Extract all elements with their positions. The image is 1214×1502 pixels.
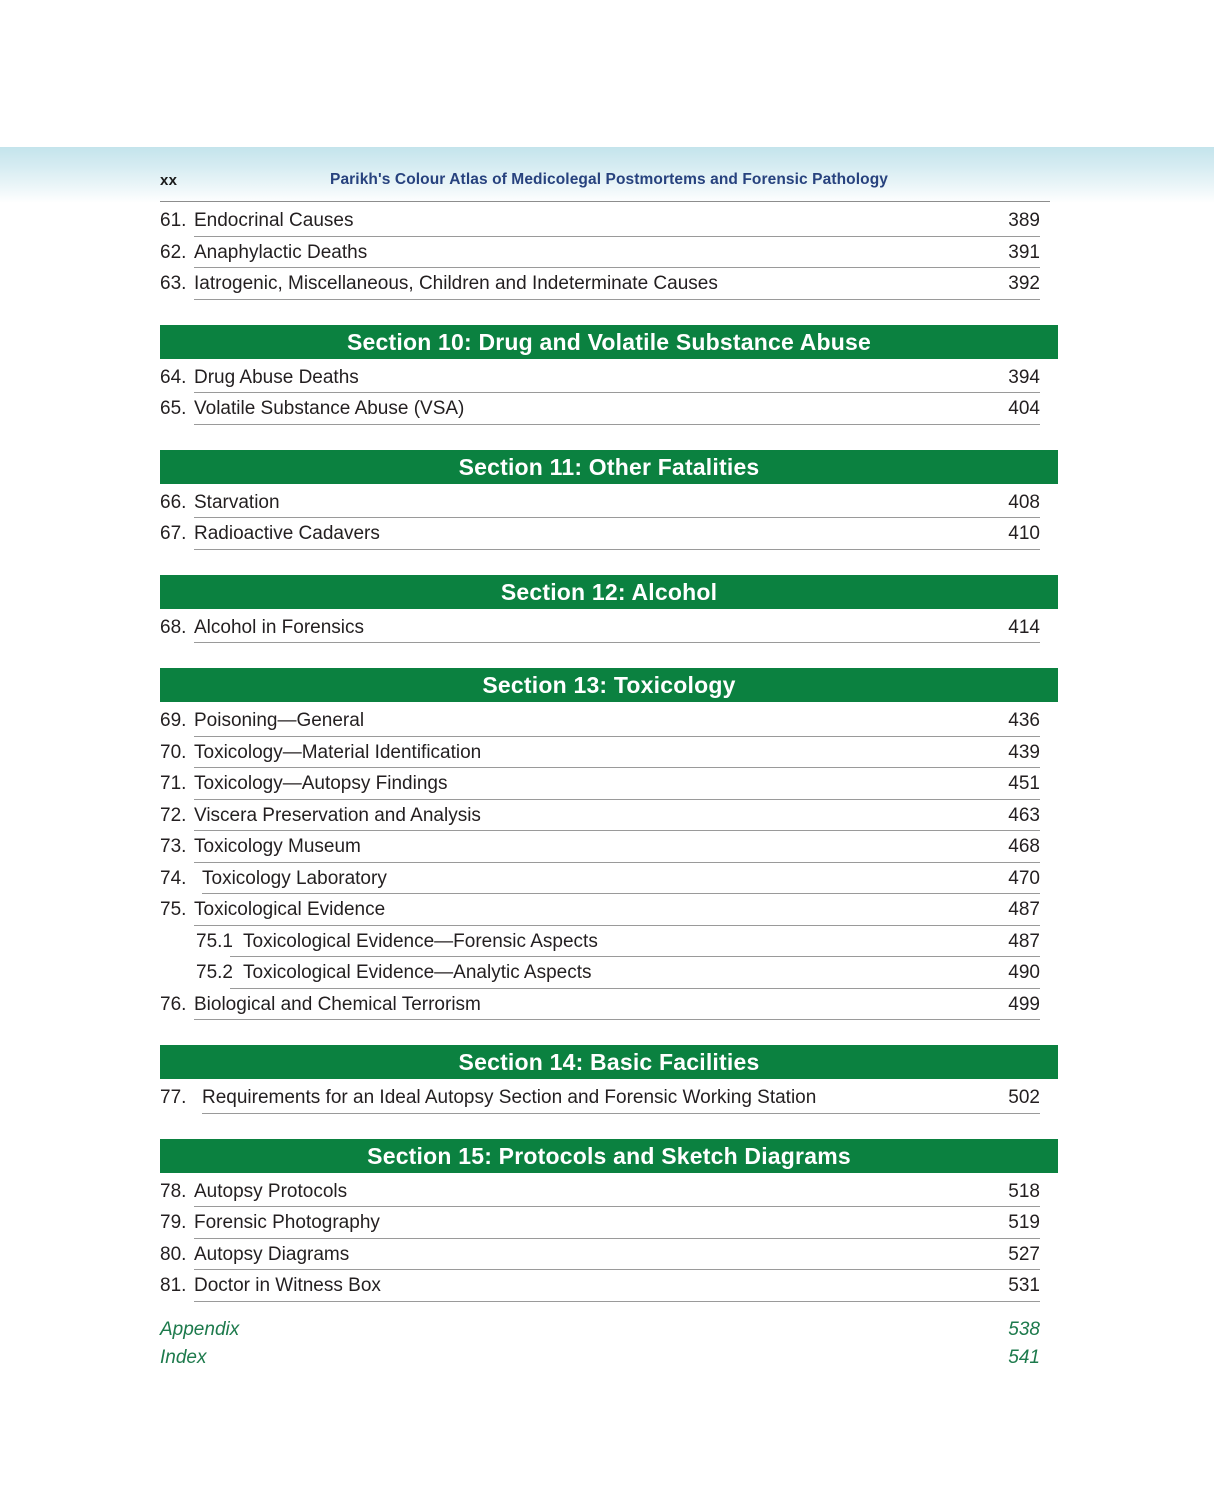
toc-entry-page-number: 410 bbox=[1008, 523, 1040, 544]
toc-entry-number: 66. bbox=[160, 491, 187, 513]
toc-entry[interactable] bbox=[160, 365, 1040, 397]
toc-entry-label: Toxicological Evidence—Analytic Aspects bbox=[243, 962, 592, 983]
toc-entry-page-number: 436 bbox=[1008, 710, 1040, 731]
toc-entry-label: Toxicology Laboratory bbox=[202, 867, 387, 889]
toc-entry-label: Biological and Chemical Terrorism bbox=[194, 993, 481, 1015]
toc-entry-number: 75. bbox=[160, 899, 187, 920]
toc-entry-leader-rule bbox=[194, 1269, 1040, 1270]
toc-entry-number: 75.1 bbox=[196, 930, 233, 952]
toc-entry-page-number: 468 bbox=[1008, 836, 1040, 857]
toc-entry-label: Volatile Substance Abuse (VSA) bbox=[194, 398, 465, 419]
book-running-title: Parikh's Colour Atlas of Medicolegal Postmortems and Forensic Pathology bbox=[330, 171, 888, 188]
toc-entry-number: 63. bbox=[160, 273, 187, 294]
toc-entry-page-number: 518 bbox=[1008, 1180, 1040, 1202]
toc-entry[interactable] bbox=[160, 240, 1040, 272]
toc-entry-leader-rule bbox=[194, 862, 1040, 863]
toc-entry-leader-rule bbox=[194, 830, 1040, 831]
toc-entry[interactable] bbox=[160, 866, 1040, 898]
toc-entry-leader-rule bbox=[194, 299, 1040, 300]
toc-entry-number: 61. bbox=[160, 210, 187, 231]
toc-backmatter-page-number: 541 bbox=[1008, 1346, 1040, 1368]
toc-entry-page-number: 394 bbox=[1008, 366, 1040, 388]
section-header-band: Section 14: Basic Facilities bbox=[160, 1045, 1058, 1079]
toc-entry[interactable] bbox=[160, 834, 1040, 866]
section-header-band: Section 12: Alcohol bbox=[160, 575, 1058, 609]
toc-entry-label: Anaphylactic Deaths bbox=[194, 241, 368, 263]
toc-entry-leader-rule bbox=[194, 424, 1040, 425]
toc-entry-label: Forensic Photography bbox=[194, 1212, 380, 1233]
toc-backmatter-label: Appendix bbox=[160, 1318, 240, 1340]
toc-content bbox=[160, 168, 1058, 1375]
section-entry-group bbox=[160, 490, 1058, 553]
toc-entry-leader-rule bbox=[194, 1238, 1040, 1239]
toc-entry-page-number: 490 bbox=[1008, 962, 1040, 983]
toc-entry-number: 71. bbox=[160, 773, 187, 794]
toc-entry[interactable] bbox=[160, 740, 1040, 772]
running-header bbox=[160, 168, 1058, 200]
toc-entry-label: Viscera Preservation and Analysis bbox=[194, 804, 481, 826]
toc-entry-label: Poisoning—General bbox=[194, 710, 365, 731]
toc-entry[interactable] bbox=[160, 1085, 1040, 1117]
toc-entry[interactable] bbox=[160, 1210, 1040, 1242]
toc-entry-number: 62. bbox=[160, 241, 187, 263]
toc-entry-leader-rule bbox=[194, 392, 1040, 393]
toc-entry-number: 70. bbox=[160, 741, 187, 763]
toc-backmatter-entry[interactable] bbox=[160, 1347, 1040, 1375]
toc-entry-page-number: 392 bbox=[1008, 273, 1040, 294]
toc-entry-leader-rule bbox=[194, 736, 1040, 737]
toc-entry-leader-rule bbox=[194, 236, 1040, 237]
toc-entry[interactable] bbox=[160, 521, 1040, 553]
toc-entry-leader-rule bbox=[202, 1113, 1040, 1114]
toc-entry-page-number: 439 bbox=[1008, 741, 1040, 763]
toc-entry-number: 79. bbox=[160, 1212, 187, 1233]
toc-entry-page-number: 499 bbox=[1008, 993, 1040, 1015]
toc-entry-label: Requirements for an Ideal Autopsy Section and Forensic Working Station bbox=[202, 1087, 817, 1108]
toc-entry-page-number: 404 bbox=[1008, 398, 1040, 419]
toc-entry-leader-rule bbox=[194, 925, 1040, 926]
toc-entry-page-number: 451 bbox=[1008, 773, 1040, 794]
toc-entry-number: 80. bbox=[160, 1243, 187, 1265]
toc-sections bbox=[160, 325, 1058, 1305]
section-entry-group bbox=[160, 365, 1058, 428]
toc-entry[interactable] bbox=[160, 803, 1040, 835]
toc-entry-page-number: 408 bbox=[1008, 491, 1040, 513]
toc-entry[interactable] bbox=[160, 615, 1040, 647]
page-folio-number: xx bbox=[160, 172, 178, 189]
toc-entry-page-number: 487 bbox=[1008, 899, 1040, 920]
toc-entry-number: 65. bbox=[160, 398, 187, 419]
toc-entry-label: Drug Abuse Deaths bbox=[194, 366, 359, 388]
toc-entry-page-number: 470 bbox=[1008, 867, 1040, 889]
toc-entry[interactable] bbox=[160, 1179, 1040, 1211]
toc-entry[interactable] bbox=[160, 490, 1040, 522]
toc-entry-number: 69. bbox=[160, 710, 187, 731]
toc-entry[interactable] bbox=[160, 708, 1040, 740]
toc-entry-number: 68. bbox=[160, 616, 187, 638]
section-header-band: Section 11: Other Fatalities bbox=[160, 450, 1058, 484]
toc-entry-number: 77. bbox=[160, 1087, 187, 1108]
toc-entry[interactable] bbox=[160, 1273, 1040, 1305]
toc-entry[interactable] bbox=[160, 992, 1040, 1024]
toc-entry-label: Toxicological Evidence—Forensic Aspects bbox=[243, 930, 598, 952]
toc-entry-number: 64. bbox=[160, 366, 187, 388]
header-divider-rule bbox=[160, 201, 1050, 202]
toc-entry-leader-rule bbox=[230, 988, 1040, 989]
toc-entry-page-number: 527 bbox=[1008, 1243, 1040, 1265]
toc-entry[interactable] bbox=[160, 1242, 1040, 1274]
toc-entry-page-number: 531 bbox=[1008, 1275, 1040, 1296]
toc-entry-label: Toxicological Evidence bbox=[194, 899, 386, 920]
toc-entry-label: Radioactive Cadavers bbox=[194, 523, 380, 544]
toc-entry-leader-rule bbox=[194, 767, 1040, 768]
toc-entry-number: 81. bbox=[160, 1275, 187, 1296]
section-header-band: Section 10: Drug and Volatile Substance Abuse bbox=[160, 325, 1058, 359]
toc-backmatter-page-number: 538 bbox=[1008, 1318, 1040, 1340]
toc-entry-number: 72. bbox=[160, 804, 187, 826]
toc-entry-leader-rule bbox=[202, 893, 1040, 894]
toc-entry[interactable] bbox=[160, 897, 1040, 929]
toc-entry-page-number: 502 bbox=[1008, 1087, 1040, 1108]
toc-entry-number: 73. bbox=[160, 836, 187, 857]
toc-entry[interactable] bbox=[160, 271, 1040, 303]
toc-entry-leader-rule bbox=[194, 1019, 1040, 1020]
toc-entry[interactable] bbox=[160, 208, 1040, 240]
toc-entry[interactable] bbox=[160, 771, 1040, 803]
toc-entry-leader-rule bbox=[194, 267, 1040, 268]
toc-entry-leader-rule bbox=[194, 1206, 1040, 1207]
toc-entries-continued bbox=[160, 208, 1058, 303]
section-entry-group bbox=[160, 1085, 1058, 1117]
toc-entry-label: Toxicology Museum bbox=[194, 836, 361, 857]
toc-entry-page-number: 487 bbox=[1008, 930, 1040, 952]
toc-entry-number: 76. bbox=[160, 993, 187, 1015]
section-entry-group bbox=[160, 1179, 1058, 1305]
toc-entry-leader-rule bbox=[194, 1301, 1040, 1302]
toc-entry-page-number: 519 bbox=[1008, 1212, 1040, 1233]
toc-entry-label: Toxicology—Material Identification bbox=[194, 741, 482, 763]
toc-entry-page-number: 391 bbox=[1008, 241, 1040, 263]
toc-entry-leader-rule bbox=[194, 517, 1040, 518]
toc-entry-leader-rule bbox=[194, 642, 1040, 643]
toc-entry-label: Endocrinal Causes bbox=[194, 210, 354, 231]
toc-entry-label: Alcohol in Forensics bbox=[194, 616, 365, 638]
section-header-band: Section 13: Toxicology bbox=[160, 668, 1058, 702]
toc-entry-label: Autopsy Protocols bbox=[194, 1180, 348, 1202]
toc-entry-number: 78. bbox=[160, 1180, 187, 1202]
toc-backmatter-label: Index bbox=[160, 1346, 207, 1368]
toc-entry-page-number: 389 bbox=[1008, 210, 1040, 231]
toc-backmatter-entry[interactable] bbox=[160, 1319, 1040, 1347]
toc-entry-leader-rule bbox=[194, 799, 1040, 800]
toc-entry-number: 67. bbox=[160, 523, 187, 544]
toc-entry-number: 74. bbox=[160, 867, 187, 889]
section-entry-group bbox=[160, 615, 1058, 647]
toc-subentry[interactable] bbox=[160, 929, 1040, 961]
toc-entry-page-number: 414 bbox=[1008, 616, 1040, 638]
toc-entry-label: Autopsy Diagrams bbox=[194, 1243, 350, 1265]
toc-entry-leader-rule bbox=[194, 549, 1040, 550]
section-header-band: Section 15: Protocols and Sketch Diagrams bbox=[160, 1139, 1058, 1173]
toc-entry-leader-rule bbox=[230, 956, 1040, 957]
toc-entry-label: Iatrogenic, Miscellaneous, Children and Indeterminate Causes bbox=[194, 273, 718, 294]
toc-entry-number: 75.2 bbox=[196, 962, 233, 983]
section-entry-group bbox=[160, 708, 1058, 1023]
toc-entry-label: Starvation bbox=[194, 491, 280, 513]
toc-entry-page-number: 463 bbox=[1008, 804, 1040, 826]
toc-entry-label: Doctor in Witness Box bbox=[194, 1275, 381, 1296]
toc-subentry[interactable] bbox=[160, 960, 1040, 992]
toc-backmatter bbox=[160, 1319, 1040, 1375]
toc-entry[interactable] bbox=[160, 396, 1040, 428]
toc-entry-label: Toxicology—Autopsy Findings bbox=[194, 773, 448, 794]
